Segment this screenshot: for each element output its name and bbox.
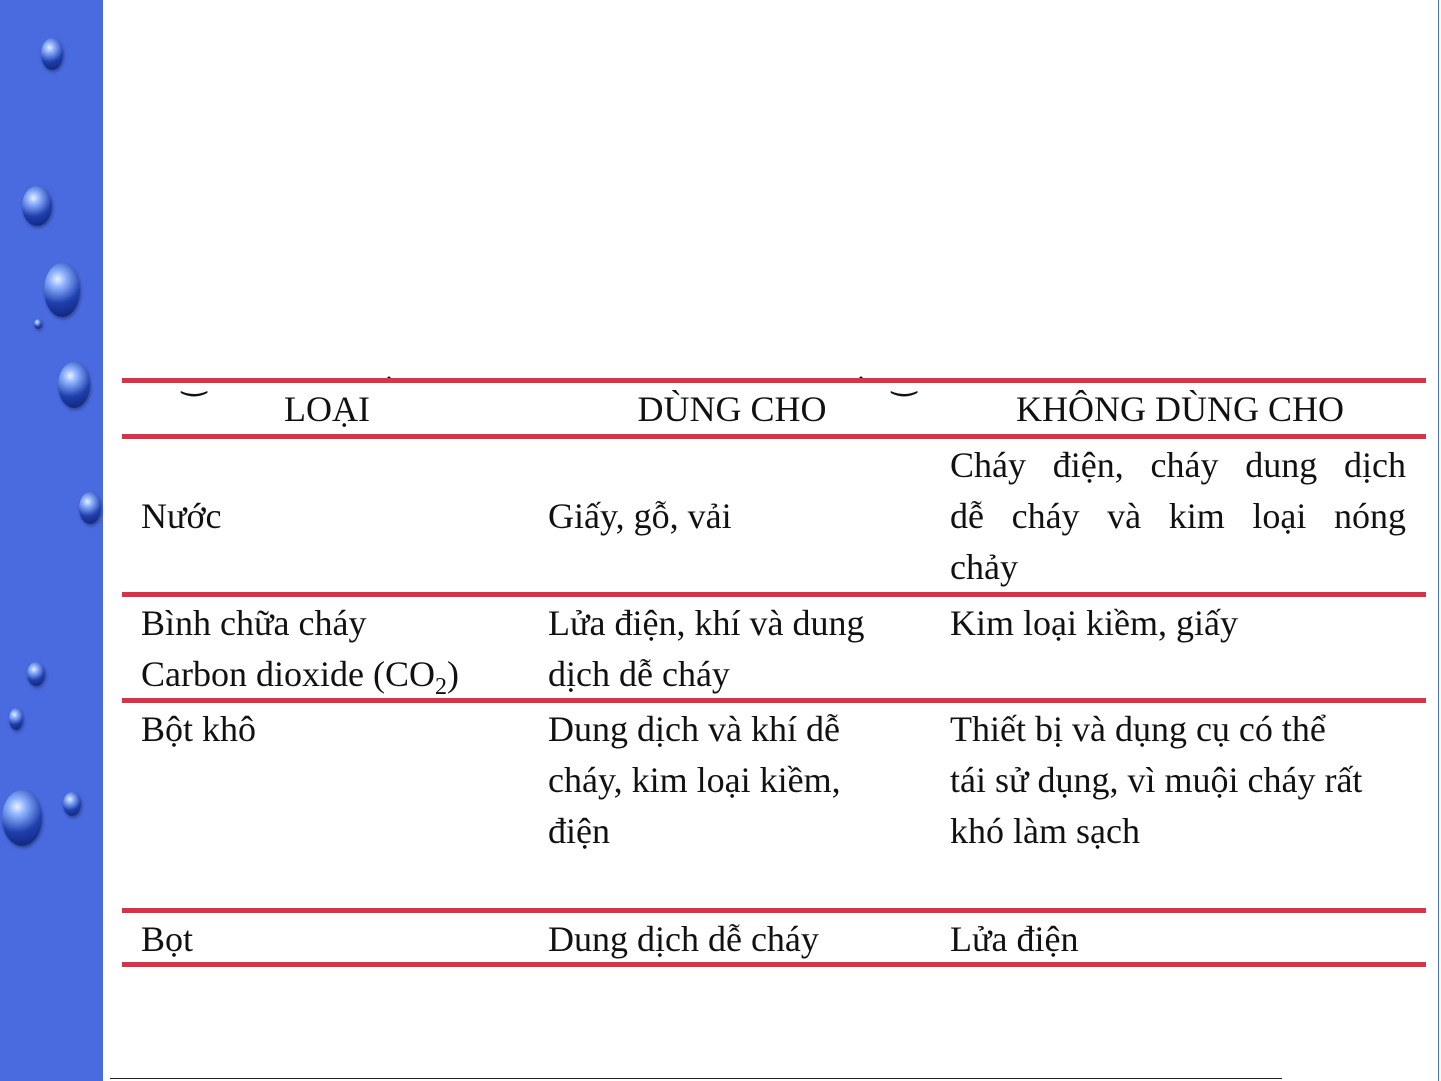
water-drop-icon	[44, 263, 80, 317]
clipped-heading-fragment	[122, 356, 1422, 378]
not-use-for-cell	[950, 704, 1362, 857]
bottom-divider	[110, 1078, 1282, 1079]
text-line: dễ cháy và kim loại nóng	[950, 496, 1406, 536]
type-cell	[141, 598, 459, 713]
not-use-for-cell: Lửa điện	[950, 919, 1079, 959]
table-rule	[122, 908, 1426, 913]
type-cell: Nước	[141, 496, 222, 536]
text-line: Bình chữa cháy	[141, 603, 367, 643]
text-line: Lửa điện, khí và dung	[548, 603, 865, 643]
water-drop-icon	[2, 790, 42, 846]
use-for-cell: Dung dịch dễ cháy	[548, 919, 819, 959]
text-line: Dung dịch và khí dễ	[548, 709, 840, 749]
water-drop-icon	[41, 38, 63, 70]
water-drop-icon	[27, 662, 45, 686]
subscript: 2	[434, 674, 447, 701]
text-line: cháy, kim loại kiềm,	[548, 760, 841, 800]
sidebar-decoration	[0, 0, 103, 1081]
type-cell: Bột khô	[141, 709, 257, 749]
text-line: Cháy điện, cháy dung dịch	[950, 445, 1406, 485]
column-header-not-use-for: KHÔNG DÙNG CHO	[1016, 389, 1344, 429]
text-line: dịch dễ cháy	[548, 654, 730, 694]
type-cell: Bọt	[141, 919, 194, 959]
table-rule	[122, 378, 1426, 383]
text-run: Carbon dioxide (CO	[141, 654, 435, 694]
text-line: điện	[548, 811, 610, 851]
water-drop-icon	[22, 186, 52, 226]
water-drop-icon	[34, 319, 42, 329]
column-header-type: LOẠI	[284, 389, 370, 429]
text-line: Thiết bị và dụng cụ có thể	[950, 709, 1326, 749]
text-line: chảy	[950, 547, 1018, 587]
water-drop-icon	[63, 792, 81, 816]
water-drop-icon	[58, 362, 90, 408]
use-for-cell	[548, 598, 864, 700]
not-use-for-cell	[950, 440, 1406, 593]
water-drop-icon	[9, 708, 23, 730]
slide-border	[1438, 0, 1439, 1081]
text-line: khó làm sạch	[950, 811, 1140, 851]
text-run: )	[446, 654, 459, 694]
not-use-for-cell: Kim loại kiềm, giấy	[950, 603, 1238, 643]
use-for-cell	[548, 704, 841, 857]
water-drop-icon	[79, 492, 101, 524]
text-line: tái sử dụng, vì muội cháy rất	[950, 760, 1363, 800]
column-header-use-for: DÙNG CHO	[637, 389, 827, 429]
use-for-cell: Giấy, gỗ, vải	[548, 496, 732, 536]
